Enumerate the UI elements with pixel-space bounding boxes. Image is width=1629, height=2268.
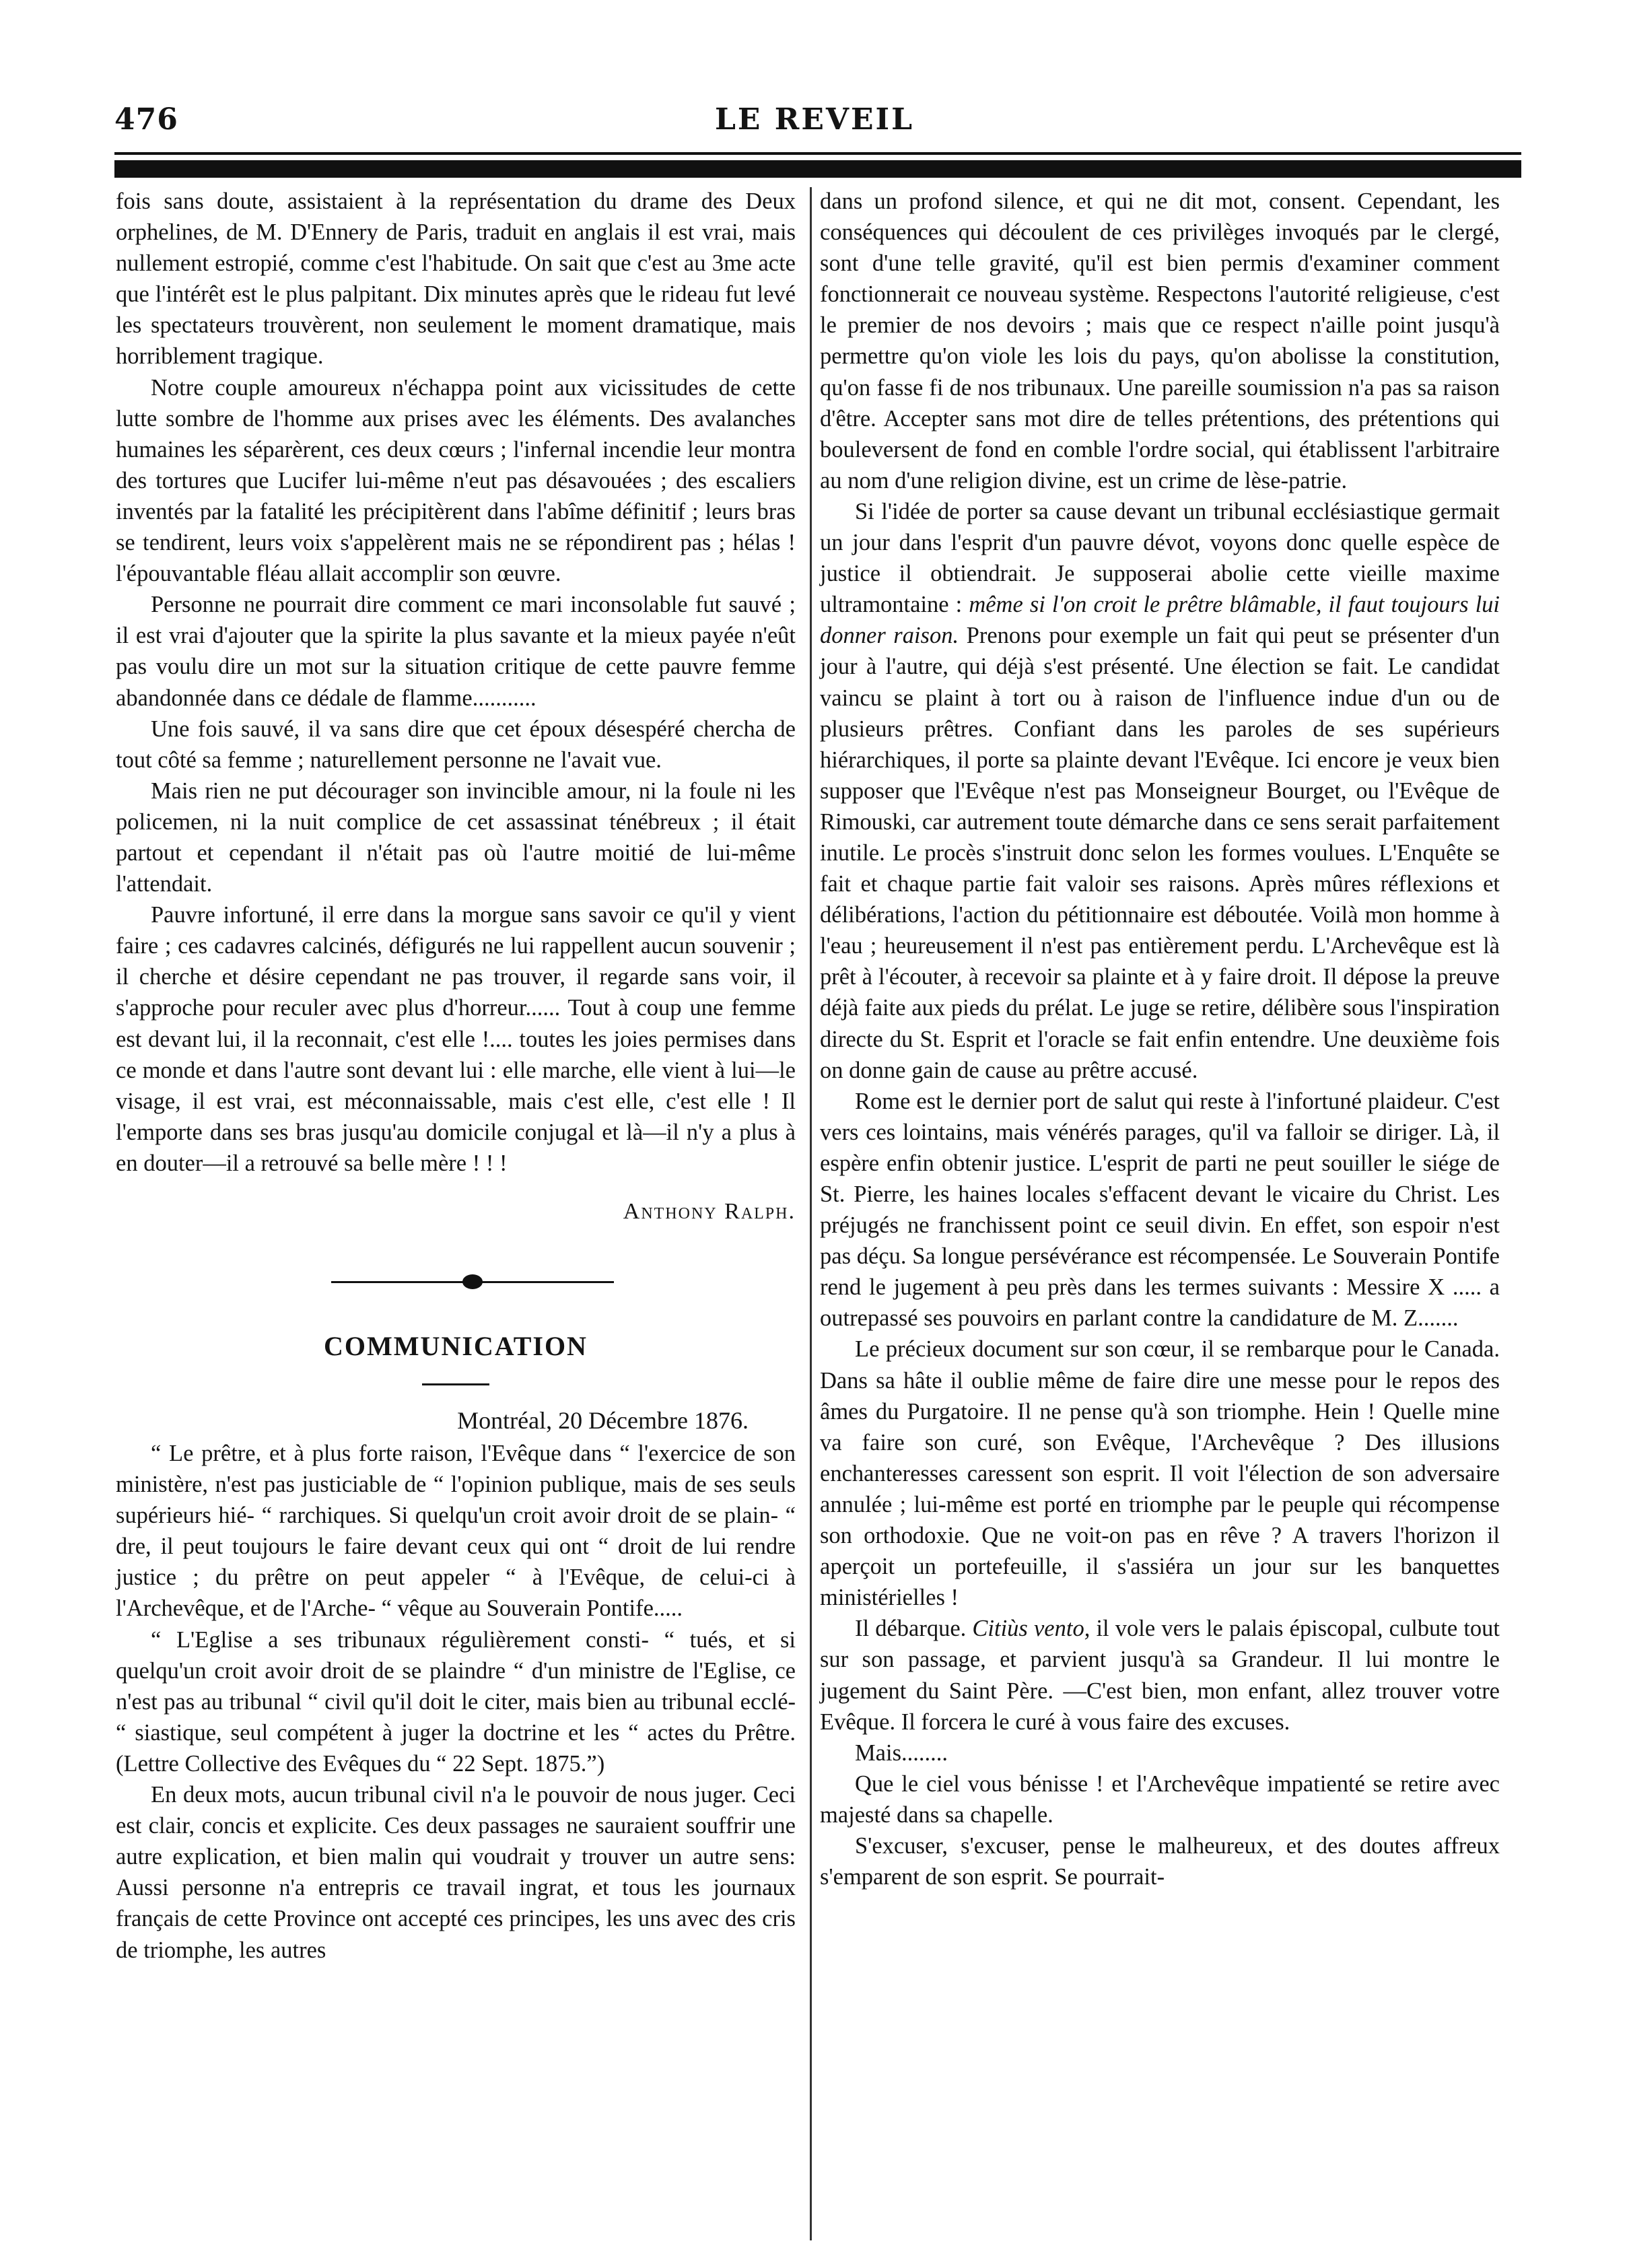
author-signature: Anthony Ralph. xyxy=(623,1199,796,1224)
right-paragraph-5 xyxy=(820,1613,1500,1737)
right-paragraph-4: Le précieux document sur son cœur, il se rembarque pour le Canada. Dans sa hâte il oublie même de faire dire une messe pour le repos des âmes du Purgatoire. Il ne pense qu'à son triomphe. Hein ! Quelle mine va faire son curé, son Evêque, l'Archevêque ? Des illusions enchanteresses caressent son esprit. Il voit l'élection de son adversaire annulée ; lui-même est porté en triomphe par le peuple qui récompense son orthodoxie. Que ne voit-on pas en rêve ? A travers l'horizon il aperçoit un portefeuille, il s'assiéra un jour sur les banquettes ministérielles ! xyxy=(820,1336,1500,1611)
heading-rule xyxy=(422,1383,489,1385)
header-rule-thin xyxy=(114,152,1521,155)
right-paragraph-7: Que le ciel vous bénisse ! et l'Archevêque impatienté se retire avec majesté dans sa chapelle. xyxy=(820,1771,1500,1828)
right-paragraph-1: dans un profond silence, et qui ne dit mot, consent. Cependant, les conséquences qui découlent de ces privilèges invoqués par le clergé, sont d'une telle gravité, qu'il est bien permis d'examiner comment fonctionnerait ce nouveau système. Respectons l'autorité religieuse, c'est le premier de nos devoirs ; mais que ce respect n'aille point jusqu'à permettre qu'on viole les lois du pays, qu'on abolisse la constitution, qu'on fasse fi de nos tribunaux. Une pareille soumission n'a pas sa raison d'être. Accepter sans mot dire de telles prétentions, des prétentions qui bouleversent de fond en comble l'ordre social, qui établissent l'arbitraire au nom d'une religion divine, est un crime de lèse-patrie. xyxy=(820,188,1500,493)
left-paragraph-3: Personne ne pourrait dire comment ce mari inconsolable fut sauvé ; il est vrai d'ajouter que la spirite la plus savante et la mieux payée n'eût pas voulu dire un mot sur la situation critique de cette pauvre femme abandonnée dans ce dédale de flamme........... xyxy=(116,592,796,711)
page-number: 476 xyxy=(114,102,178,137)
left-paragraph-1: fois sans doute, assistaient à la représentation du drame des Deux orphelines, de M. D'Ennery de Paris, traduit en anglais il est vrai, mais nullement estropié, comme c'est l'habitude. On sait que c'est au 3me acte que l'intérêt est le plus palpitant. Dix minutes après que le rideau fut levé les spectateurs trouvèrent, non seulement le moment dramatique, mais horriblement tragique. xyxy=(116,188,796,370)
right-paragraph-2-text-b: Prenons pour exemple un fait qui peut se présenter d'un jour à l'autre, qui déjà s'est présenté. Une élection se fait. Le candidat vaincu se plaint à tort ou à raison de l'influence indue d'un ou de plusieurs prêtres. Confiant dans les paroles de ses supérieurs hiérarchiques, il porte sa plainte devant l'Evêque. Ici encore je veux bien supposer que l'Evêque n'est pas Monseigneur Bourget, ou l'Evêque de Rimouski, car autrement toute démarche dans ce sens serait parfaitement inutile. Le procès s'instruit donc selon les formes voulues. L'Enquête se fait et chaque partie fait valoir ses raisons. Après mûres réflexions et délibérations, l'action du pétitionnaire est déboutée. Voilà mon homme à l'eau ; heureusement il n'est pas entièrement perdu. L'Archevêque est là prêt à l'écouter, à recevoir sa plainte et à y faire droit. Il dépose la preuve déjà faite aux pieds du prélat. Le juge se retire, délibère sous l'inspiration directe du St. Esprit et l'oracle se fait enfin entendre. Une deuxième fois on donne gain de cause au prêtre accusé. xyxy=(820,623,1500,1083)
ornament-dot xyxy=(462,1274,483,1289)
quotation-paragraph-1: “ Le prêtre, et à plus forte raison, l'Evêque dans “ l'exercice de son ministère, n'est pas justiciable de “ l'opinion publique, mais de ses seuls supérieurs hié- “ rarchiques. Si quelqu'un croit avoir droit de se plain- “ dre, il peut toujours le faire devant ceux qui ont “ droit de lui rendre justice ; du prêtre on peut appeler “ à l'Evêque, de celui-ci à l'Archevêque, et de l'Arche- “ vêque au Souverain Pontife..... xyxy=(116,1441,796,1622)
header-rule xyxy=(114,160,1521,178)
right-paragraph-8: S'excuser, s'excuser, pense le malheureux, et des doutes affreux s'emparent de son esprit. Se pourrait- xyxy=(820,1832,1500,1890)
left-paragraph-4: Une fois sauvé, il va sans dire que cet époux désespéré chercha de tout côté sa femme ; naturellement personne ne l'avait vue. xyxy=(116,716,796,773)
section-heading: COMMUNICATION xyxy=(324,1331,588,1361)
running-title: LE REVEIL xyxy=(714,102,915,137)
right-column xyxy=(820,186,1500,1892)
quotation-paragraph-2: “ L'Eglise a ses tribunaux régulièrement consti- “ tués, et si quelqu'un croit avoir droit de se plaindre “ d'un ministre de l'Eglise, ce n'est pas au tribunal “ civil qu'il doit le citer, mais bien au tribunal ecclé- “ siastique, seul compétent à juger la doctrine et les “ actes du Prêtre. (Lettre Collective des Evêques du “ 22 Sept. 1875.”) xyxy=(116,1626,796,1777)
section-ornament xyxy=(116,1262,796,1303)
left-paragraph-2: Notre couple amoureux n'échappa point aux vicissitudes de cette lutte sombre de l'homme aux prises avec les éléments. Des avalanches humaines les séparèrent, ces deux cœurs ; l'infernal incendie leur montra des tortures que Lucifer lui-même n'eut pas désavouées ; des escaliers inventés par la fatalité les précipitèrent dans l'abîme définitif ; leurs bras se tendirent, leurs voix s'appelèrent mais ne se répondirent pas ; hélas ! l'épouvantable fléau allait accomplir son œuvre. xyxy=(116,374,796,587)
right-paragraph-3: Rome est le dernier port de salut qui reste à l'infortuné plaideur. C'est vers ces lointains, mais vénérés parages, qu'il va falloir se diriger. Là, il espère enfin obtenir justice. L'esprit de parti ne peut souiller le siége de St. Pierre, les haines locales s'effacent devant le vicaire du Christ. Les préjugés ne franchissent point ce seuil divin. En effet, son espoir n'est pas déçu. Sa longue persévérance est récompensée. Le Souverain Pontife rend le jugement à peu près dans les termes suivants : Messire X ..... a outrepassé ses pouvoirs en parlant contre la candidature de M. Z....... xyxy=(820,1088,1500,1332)
latin-phrase: Citiùs vento, xyxy=(972,1616,1090,1642)
right-paragraph-6: Mais........ xyxy=(855,1740,948,1766)
right-paragraph-5-text-b: il vole vers le palais épiscopal, culbute tout sur son passage, et parvient jusqu'à sa Grandeur. Il lui montre le jugement du Saint Père. —C'est bien, mon enfant, allez trouver votre Evêque. Il forcera le curé à vous faire des excuses. xyxy=(820,1616,1500,1735)
column-divider xyxy=(810,187,812,2240)
right-paragraph-5-text-a: Il débarque. xyxy=(855,1616,973,1642)
right-paragraph-2-text-a: Si l'idée de porter sa cause devant un tribunal ecclésiastique germait un jour dans l'esprit d'un pauvre dévot, voyons donc quelle espèce de justice il obtiendrait. Je supposerai abolie cette vieille maxime ultramontaine : xyxy=(820,498,1500,618)
left-paragraph-6: Pauvre infortuné, il erre dans la morgue sans savoir ce qu'il y vient faire ; ces cadavres calcinés, défigurés ne lui rappellent aucun souvenir ; il cherche et désire cependant ne pas trouver, il regarde sans voir, il s'approche pour reculer avec plus d'horreur...... Tout à coup une femme est devant lui, il la reconnait, c'est elle !.... toutes les joies permises dans ce monde et dans l'autre sont devant lui : elle marche, elle vient à lui—le visage, il est vrai, est méconnaissable, mais c'est elle, c'est elle ! Il l'emporte dans ses bras jusqu'au domicile conjugal et là—il n'y a plus à en douter—il a retrouvé sa belle mère ! ! ! xyxy=(116,902,796,1176)
right-paragraph-2 xyxy=(820,496,1500,1086)
left-paragraph-7: En deux mots, aucun tribunal civil n'a le pouvoir de nous juger. Ceci est clair, concis et explicite. Ces deux passages ne sauraient souffrir une autre explication, et bien malin qui voudrait y trouver un autre sens: Aussi personne n'a entrepris ce travail ingrat, et tous les journaux français de cette Province ont accepté ces principes, les uns avec des cris de triomphe, les autres xyxy=(116,1782,796,1963)
ultramontane-maxim: même si l'on croit le prêtre blâmable, il faut toujours lui donner raison. xyxy=(820,592,1500,649)
left-column xyxy=(116,186,796,1966)
dateline: Montréal, 20 Décembre 1876. xyxy=(457,1407,749,1434)
left-paragraph-5: Mais rien ne put décourager son invincible amour, ni la foule ni les policemen, ni la nuit complice de cet assassinat ténébreux ; il était partout et cependant il n'était pas où l'autre moitié de lui-même l'attendait. xyxy=(116,778,796,897)
